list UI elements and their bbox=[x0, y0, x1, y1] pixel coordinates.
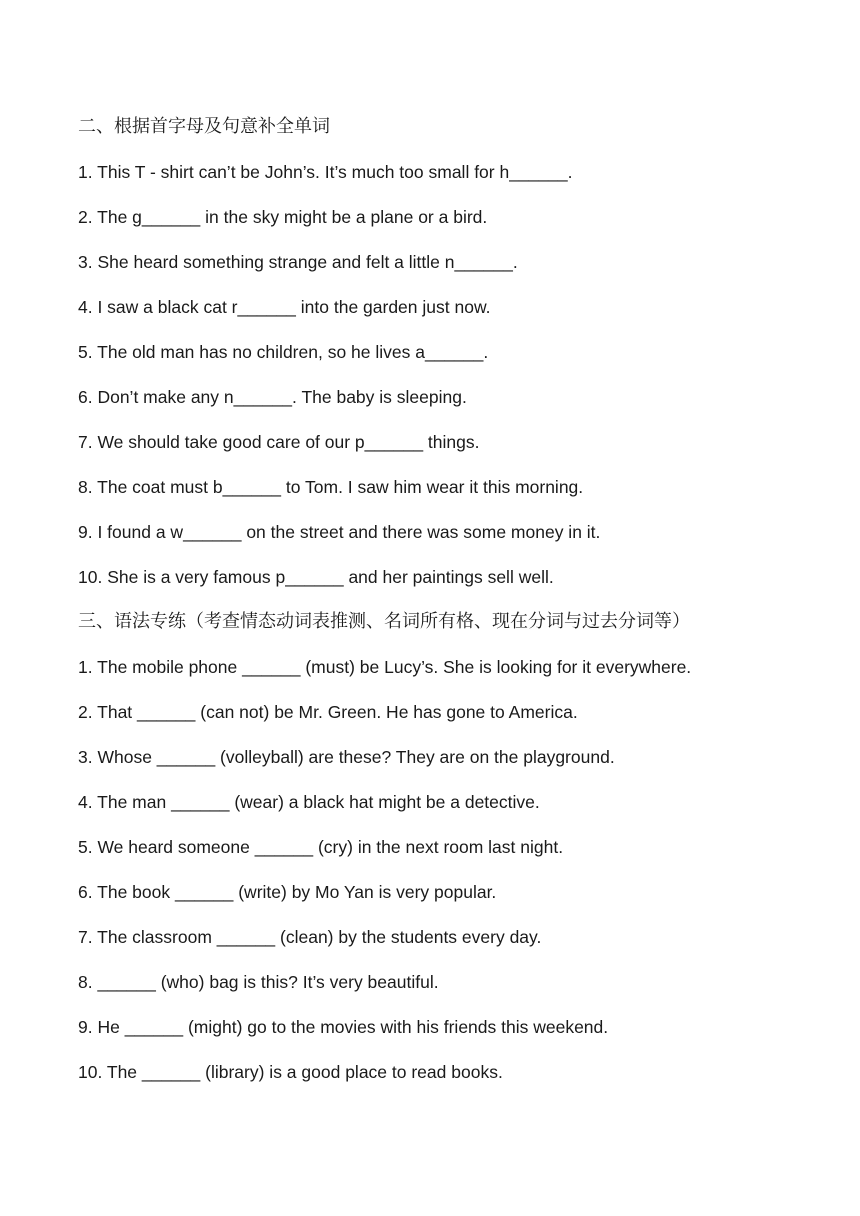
section-3-item-7: 7. The classroom ______ (clean) by the students every day. bbox=[78, 927, 542, 947]
section-2-item-2: 2. The g______ in the sky might be a plane or a bird. bbox=[78, 207, 488, 227]
exercise-content bbox=[78, 112, 838, 1102]
section-3-item-9: 9. He ______ (might) go to the movies with his friends this weekend. bbox=[78, 1017, 609, 1037]
section-2-item-1: 1. This T - shirt can’t be John’s. It’s much too small for h______. bbox=[78, 162, 573, 182]
section-3-item-4: 4. The man ______ (wear) a black hat might be a detective. bbox=[78, 792, 540, 812]
section-3-heading: 三、语法专练（考查情态动词表推测、名词所有格、现在分词与过去分词等） bbox=[78, 611, 690, 632]
section-2-heading: 二、根据首字母及句意补全单词 bbox=[78, 116, 330, 137]
section-3-item-8: 8. ______ (who) bag is this? It’s very beautiful. bbox=[78, 972, 439, 992]
section-2-item-10: 10. She is a very famous p______ and her paintings sell well. bbox=[78, 567, 554, 587]
section-3-item-10: 10. The ______ (library) is a good place to read books. bbox=[78, 1062, 503, 1082]
section-2-item-8: 8. The coat must b______ to Tom. I saw him wear it this morning. bbox=[78, 477, 584, 497]
section-3-item-2: 2. That ______ (can not) be Mr. Green. He has gone to America. bbox=[78, 702, 578, 722]
section-2-item-6: 6. Don’t make any n______. The baby is sleeping. bbox=[78, 387, 467, 407]
section-2-item-4: 4. I saw a black cat r______ into the garden just now. bbox=[78, 297, 491, 317]
section-3-item-1: 1. The mobile phone ______ (must) be Lucy’s. She is looking for it everywhere. bbox=[78, 657, 692, 677]
section-2-item-5: 5. The old man has no children, so he lives a______. bbox=[78, 342, 489, 362]
section-3-item-5: 5. We heard someone ______ (cry) in the next room last night. bbox=[78, 837, 564, 857]
section-2-item-9: 9. I found a w______ on the street and there was some money in it. bbox=[78, 522, 601, 542]
section-2-item-3: 3. She heard something strange and felt a little n______. bbox=[78, 252, 518, 272]
section-2-item-7: 7. We should take good care of our p______ things. bbox=[78, 432, 480, 452]
section-3-item-6: 6. The book ______ (write) by Mo Yan is very popular. bbox=[78, 882, 497, 902]
section-3-item-3: 3. Whose ______ (volleyball) are these? They are on the playground. bbox=[78, 747, 615, 767]
